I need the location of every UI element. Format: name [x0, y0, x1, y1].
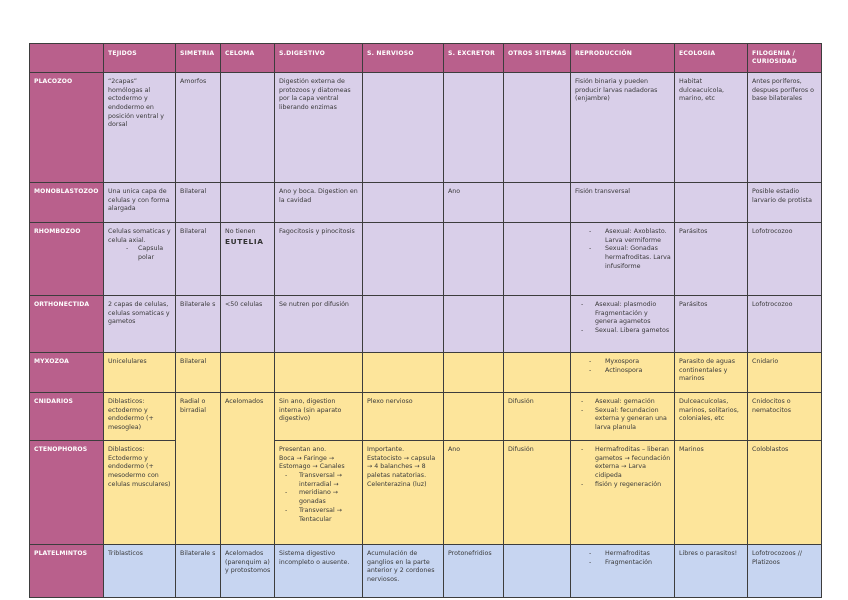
- cell-filogenia: Antes poríferos, despues poríferos o base bilaterales: [748, 73, 822, 183]
- digestivo-line: Boca → Faringe → Estomago → Canales: [279, 454, 345, 471]
- reproduccion-list: [575, 550, 671, 567]
- row-name-ctenophoros: CTENOPHOROS: [30, 441, 104, 545]
- list-item: - Hermafroditas – liberan gametos → fecundación externa → Larva cidipeda: [575, 446, 671, 481]
- header-filogenia: FILOGENIA / CURIOSIDAD: [748, 44, 822, 73]
- cell-excretor: [444, 353, 504, 393]
- cell-ecologia: Parásitos: [675, 296, 748, 353]
- cell-reproduccion: Fisión binaria y pueden producir larvas nadadoras (enjambre): [571, 73, 675, 183]
- cell-excretor: Ano: [444, 183, 504, 223]
- list-item: - Sexual: Gonadas hermafroditas. Larva infusiforme: [575, 245, 671, 271]
- cell-digestivo: Sin ano, digestion interna (sin aparato digestivo): [275, 393, 363, 441]
- tejidos-text: Celulas somaticas y celula axial.: [108, 228, 171, 244]
- eutelia-label: EUTELIA: [225, 236, 264, 246]
- cell-celoma: <50 celulas: [221, 296, 275, 353]
- cell-filogenia: Lofotrocozoo: [748, 223, 822, 296]
- cell-filogenia: Coloblastos: [748, 441, 822, 545]
- list-item: - Sexual. Libera gametos: [575, 327, 671, 336]
- celoma-text: No tienen: [225, 228, 256, 235]
- cell-excretor: [444, 223, 504, 296]
- list-item: - Fragmentación: [575, 559, 671, 568]
- list-item: - Myxospora: [575, 358, 671, 367]
- cell-ecologia: Parásitos: [675, 223, 748, 296]
- cell-tejidos: Diblasticos: Ectodermo y endodermo (+ mesodermo con celulas musculares): [104, 441, 176, 545]
- list-item: - Asexual: gemación: [575, 398, 671, 407]
- cell-simetria: Bilateral: [176, 353, 221, 393]
- cell-nervioso: [363, 183, 444, 223]
- cell-otros: [504, 223, 571, 296]
- table-row: [30, 223, 822, 296]
- reproduccion-list: [575, 446, 671, 489]
- cell-filogenia: Lofotrocozoos // Platizoos: [748, 545, 822, 598]
- cell-nervioso: Acumulación de ganglios en la parte anterior y 2 cordones nerviosos.: [363, 545, 444, 598]
- header-otros-sistemas: OTROS SITEMAS: [504, 44, 571, 73]
- digestivo-line: Presentan ano.: [279, 446, 327, 453]
- row-name-placozoo: PLACOZOO: [30, 73, 104, 183]
- cell-filogenia: Lofotrocozoo: [748, 296, 822, 353]
- cell-otros: Difusión: [504, 393, 571, 441]
- list-item: - Asexual: Axoblasto. Larva vermiforme: [575, 228, 671, 245]
- cell-simetria: Bilateral: [176, 183, 221, 223]
- cell-celoma: [221, 353, 275, 393]
- list-item: - Asexual: plasmodio Fragmentación y genera agametos: [575, 301, 671, 327]
- table-row: [30, 393, 822, 441]
- cell-ecologia: Libres o parasitos!: [675, 545, 748, 598]
- cell-excretor: Ano: [444, 441, 504, 545]
- row-name-rhombozoo: RHOMBOZOO: [30, 223, 104, 296]
- cell-celoma: Acelomados (parenquim a) y protostomos: [221, 545, 275, 598]
- cell-excretor: Protonefridios: [444, 545, 504, 598]
- cell-digestivo: Sistema digestivo incompleto o ausente.: [275, 545, 363, 598]
- cell-digestivo: Se nutren por difusión: [275, 296, 363, 353]
- cell-celoma-merged: Acelomados: [221, 393, 275, 545]
- cell-excretor: [444, 73, 504, 183]
- cell-simetria: Bilaterale s: [176, 296, 221, 353]
- list-item: - fisión y regeneración: [575, 481, 671, 490]
- header-corner: [30, 44, 104, 73]
- cell-otros: [504, 183, 571, 223]
- reproduccion-list: [575, 358, 671, 375]
- cell-ecologia: [675, 183, 748, 223]
- table-row: [30, 183, 822, 223]
- list-item: - Transversal → Tentacular: [279, 507, 359, 524]
- cell-tejidos: Diblasticos: ectodermo y endodermo (+ mesoglea): [104, 393, 176, 441]
- table-row: [30, 441, 822, 545]
- header-celoma: CELOMA: [221, 44, 275, 73]
- tejidos-list: [108, 245, 172, 262]
- cell-reproduccion: [571, 393, 675, 441]
- cell-ecologia: Marinos: [675, 441, 748, 545]
- summary-table-sheet: [29, 43, 821, 598]
- reproduccion-list: [575, 398, 671, 433]
- cell-digestivo: Digestión externa de protozoos y diatomeas por la capa ventral liberando enzimas: [275, 73, 363, 183]
- cell-filogenia: Cnidario: [748, 353, 822, 393]
- row-name-cnidarios: CNIDARIOS: [30, 393, 104, 441]
- cell-excretor: [444, 296, 504, 353]
- cell-simetria-merged: Radial o birradial: [176, 393, 221, 545]
- cell-ecologia: Habitat dulceacuícola, marino, etc: [675, 73, 748, 183]
- cell-otros: [504, 545, 571, 598]
- cell-celoma: [221, 183, 275, 223]
- list-item: - Sexual: fecundacion externa y generan una larva planula: [575, 407, 671, 433]
- cell-celoma: [221, 223, 275, 296]
- header-excretor: S. EXCRETOR: [444, 44, 504, 73]
- table-row: [30, 545, 822, 598]
- row-name-platelmintos: PLATELMINTOS: [30, 545, 104, 598]
- cell-filogenia: Posible estadio larvario de protista: [748, 183, 822, 223]
- cell-tejidos: Unicelulares: [104, 353, 176, 393]
- cell-reproduccion: [571, 545, 675, 598]
- list-item: - Actinospora: [575, 367, 671, 376]
- cell-otros: [504, 353, 571, 393]
- header-nervioso: S. NERVIOSO: [363, 44, 444, 73]
- cell-simetria: Bilaterale s: [176, 545, 221, 598]
- cell-otros: Difusión: [504, 441, 571, 545]
- header-tejidos: TEJIDOS: [104, 44, 176, 73]
- reproduccion-list: [575, 228, 671, 271]
- cell-tejidos: Una unica capa de celulas y con forma alargada: [104, 183, 176, 223]
- cell-tejidos: [104, 223, 176, 296]
- cell-tejidos: 2 capas de celulas, celulas somaticas y gametos: [104, 296, 176, 353]
- cell-excretor: [444, 393, 504, 441]
- cell-filogenia: Cnidocitos o nematocitos: [748, 393, 822, 441]
- list-item: - meridiano → gonadas: [279, 489, 359, 506]
- header-simetria: SIMETRIA: [176, 44, 221, 73]
- cell-reproduccion: [571, 296, 675, 353]
- cell-digestivo: [275, 441, 363, 545]
- cell-reproduccion: [571, 223, 675, 296]
- row-name-myxozoa: MYXOZOA: [30, 353, 104, 393]
- cell-ecologia: Dulceacuícolas, marinos, solitarios, coloniales, etc: [675, 393, 748, 441]
- cell-celoma: [221, 73, 275, 183]
- cell-simetria: Amorfos: [176, 73, 221, 183]
- cell-nervioso: [363, 73, 444, 183]
- zoology-summary-table: [29, 43, 822, 598]
- row-name-orthonectida: ORTHONECTIDA: [30, 296, 104, 353]
- list-item: - Capsula polar: [108, 245, 172, 262]
- cell-digestivo: Fagocitosis y pinocitosis: [275, 223, 363, 296]
- cell-reproduccion: [571, 441, 675, 545]
- table-row: [30, 296, 822, 353]
- cell-digestivo: [275, 353, 363, 393]
- reproduccion-list: [575, 301, 671, 336]
- cell-nervioso: Plexo nervioso: [363, 393, 444, 441]
- header-digestivo: S.DIGESTIVO: [275, 44, 363, 73]
- cell-tejidos: “2capas” homólogas al ectodermo y endodermo en posición ventral y dorsal: [104, 73, 176, 183]
- list-item: - Transversal → interradial →: [279, 472, 359, 489]
- cell-digestivo: Ano y boca. Digestion en la cavidad: [275, 183, 363, 223]
- cell-reproduccion: [571, 353, 675, 393]
- cell-reproduccion: Fisión transversal: [571, 183, 675, 223]
- cell-otros: [504, 296, 571, 353]
- cell-otros: [504, 73, 571, 183]
- digestivo-list: [279, 472, 359, 524]
- header-row: [30, 44, 822, 73]
- cell-nervioso: [363, 296, 444, 353]
- cell-ecologia: Parasito de aguas continentales y marinos: [675, 353, 748, 393]
- list-item: - Hermafroditas: [575, 550, 671, 559]
- cell-tejidos: Triblasticos: [104, 545, 176, 598]
- cell-nervioso: [363, 353, 444, 393]
- table-row: [30, 73, 822, 183]
- cell-nervioso: [363, 223, 444, 296]
- table-row: [30, 353, 822, 393]
- header-reproduccion: REPRODUCCIÓN: [571, 44, 675, 73]
- header-ecologia: ECOLOGIA: [675, 44, 748, 73]
- row-name-monoblastozoo: MONOBLASTOZOO: [30, 183, 104, 223]
- cell-simetria: Bilateral: [176, 223, 221, 296]
- cell-nervioso: Importante. Estatocisto → capsula → 4 balanches → 8 paletas natatorias. Celenterazina (luz): [363, 441, 444, 545]
